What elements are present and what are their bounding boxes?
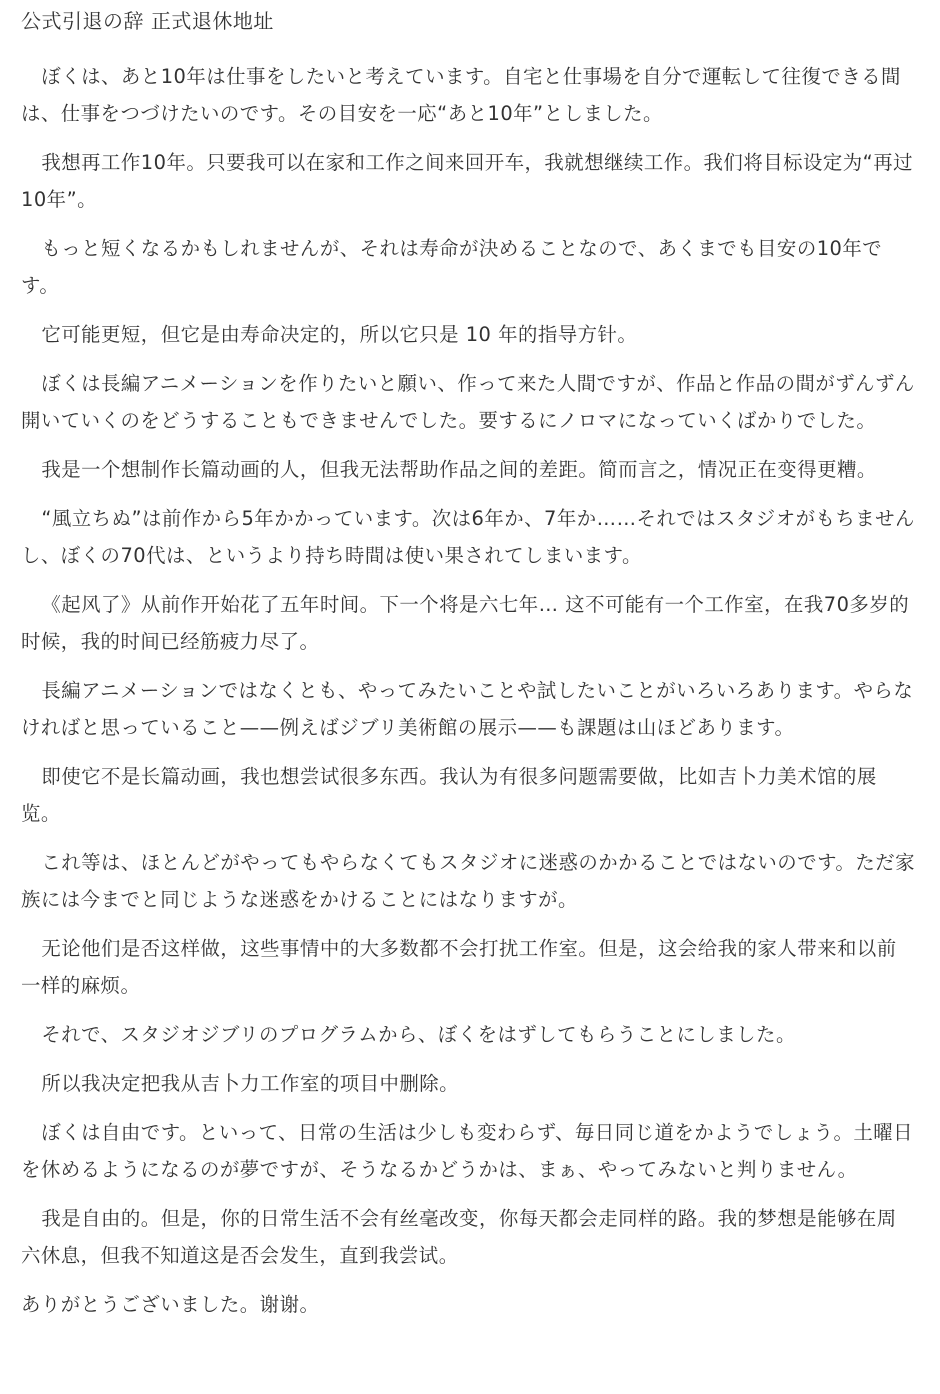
paragraph-jp-7: それで、スタジオジブリのプログラムから、ぼくをはずしてもらうことにしました。 [41,1023,796,1046]
paragraph-jp-2: もっと短くなるかもしれませんが、それは寿命が決めることなので、あくまでも目安の10年です。 [21,237,883,297]
paragraph-zh-4: 《起风了》从前作开始花了五年时间。下一个将是六七年… 这不可能有一个工作室，在我70多岁的时候，我的时间已经筋疲力尽了。 [21,593,910,653]
paragraph-zh-2: 它可能更短，但它是由寿命决定的，所以它只是 10 年的指导方针。 [41,323,638,346]
paragraph-jp-4: “風立ちぬ”は前作から5年かかっています。次は6年か、7年か……それではスタジオがもちませんし、ぼくの70代は、というより持ち時間は使い果されてしまいます。 [21,507,915,567]
paragraph-zh-7: 所以我决定把我从吉卜力工作室的项目中删除。 [41,1072,460,1095]
paragraph-jp-5: 長編アニメーションではなくとも、やってみたいことや試したいことがいろいろあります。やらなければと思っていること——例えばジブリ美術館の展示——も課題は山ほどあります。 [21,679,914,739]
paragraph-zh-6: 无论他们是否这样做，这些事情中的大多数都不会打扰工作室。但是，这会给我的家人带来和以前一样的麻烦。 [21,937,897,997]
document-title: 公式引退の辞 正式退休地址 [21,9,274,33]
paragraph-zh-1: 我想再工作10年。只要我可以在家和工作之间来回开车，我就想继续工作。我们将目标设定为“再过10年”。 [21,151,913,211]
closing-thanks: ありがとうございました。谢谢。 [21,1293,320,1316]
paragraph-jp-3: ぼくは長編アニメーションを作りたいと願い、作って来た人間ですが、作品と作品の間がずんずん開いていくのをどうすることもできませんでした。要するにノロマになっていくばかりでした。 [21,372,915,432]
paragraph-zh-5: 即使它不是长篇动画，我也想尝试很多东西。我认为有很多问题需要做，比如吉卜力美术馆的展览。 [21,765,877,825]
paragraph-zh-8: 我是自由的。但是，你的日常生活不会有丝毫改变，你每天都会走同样的路。我的梦想是能够在周六休息，但我不知道这是否会发生，直到我尝试。 [21,1207,897,1267]
paragraph-jp-1: ぼくは、あと10年は仕事をしたいと考えています。自宅と仕事場を自分で運転して往復できる間は、仕事をつづけたいのです。その目安を一応“あと10年”としました。 [21,65,901,125]
paragraph-zh-3: 我是一个想制作长篇动画的人，但我无法帮助作品之间的差距。简而言之，情况正在变得更糟。 [41,458,877,481]
paragraph-jp-8: ぼくは自由です。といって、日常の生活は少しも変わらず、毎日同じ道をかようでしょう。土曜日を休めるようになるのが夢ですが、そうなるかどうかは、まぁ、やってみないと判りません。 [21,1121,914,1181]
paragraph-jp-6: これ等は、ほとんどがやってもやらなくてもスタジオに迷惑のかかることではないのです。ただ家族には今までと同じような迷惑をかけることにはなりますが。 [21,851,915,911]
